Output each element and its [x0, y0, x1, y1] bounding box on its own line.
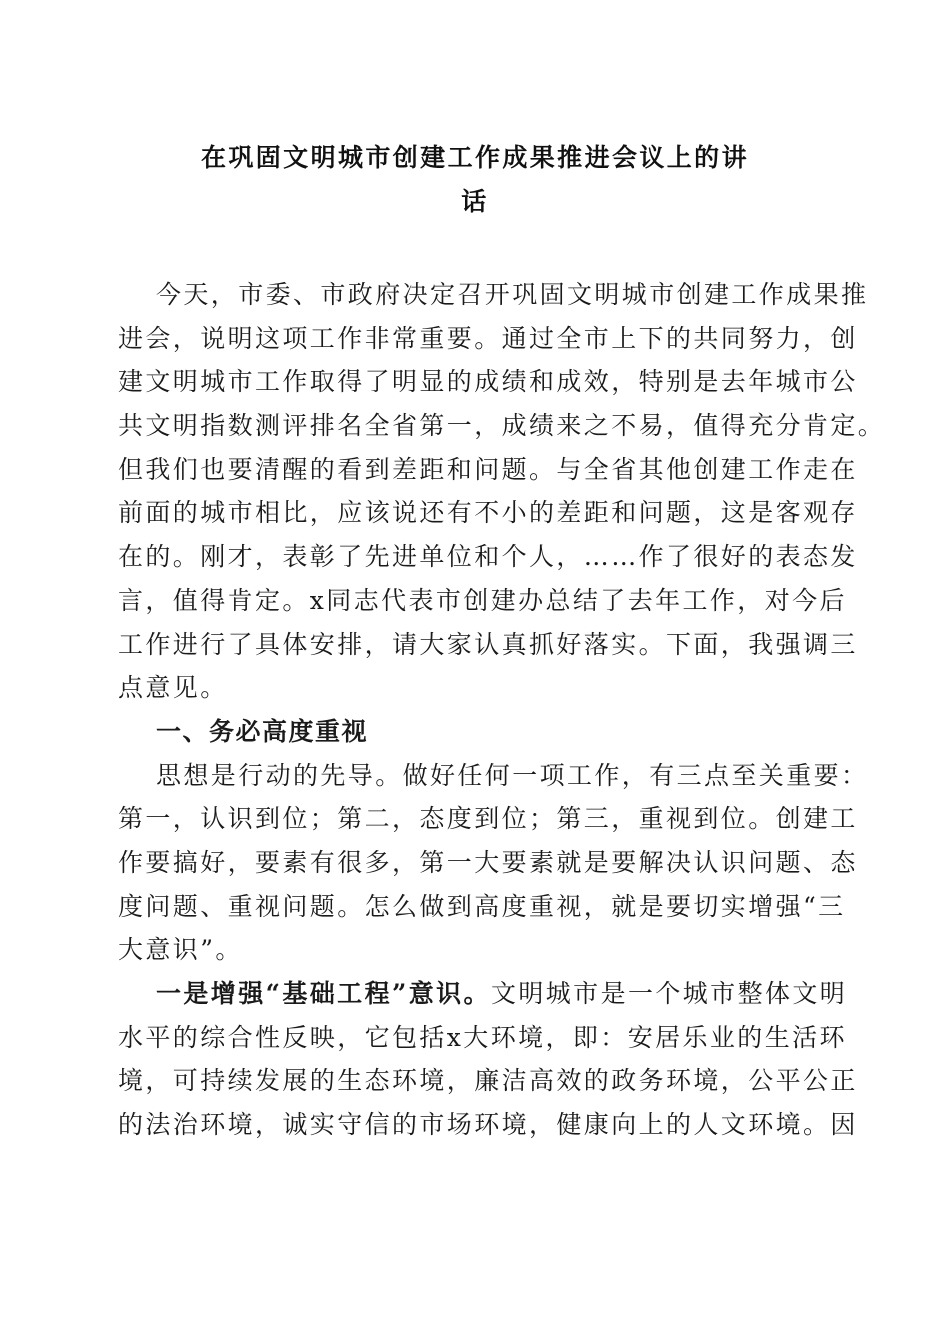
- text-line: 工作进行了具体安排，请大家认真抓好落实。下面，我强调三: [118, 629, 858, 659]
- text-line: 建文明城市工作取得了明显的成绩和成效，特别是去年城市公: [118, 367, 858, 397]
- text-run: 文明城市是一个城市整体文明: [490, 979, 848, 1008]
- text-line: 前面的城市相比，应该说还有不小的差距和问题，这是客观存: [118, 498, 858, 528]
- text-line: 进会，说明这项工作非常重要。通过全市上下的共同努力，创: [118, 323, 858, 353]
- title-line: 话: [461, 186, 489, 216]
- text-line: 的法治环境，诚实守信的市场环境，健康向上的人文环境。因: [118, 1110, 858, 1140]
- paragraph-foundation: [118, 972, 858, 1147]
- text-line: [118, 972, 848, 1016]
- document-title: [110, 136, 840, 223]
- document-body: [118, 273, 886, 1147]
- text-line: 点意见。: [118, 673, 228, 703]
- text-line: 大意识”。: [118, 935, 243, 965]
- text-line: 水平的综合性反映，它包括x大环境，即：安居乐业的生活环: [118, 1022, 847, 1052]
- section-heading: 一、务必高度重视: [156, 716, 369, 746]
- text-line: 在的。刚才，表彰了先进单位和个人，……作了很好的表态发: [118, 542, 858, 572]
- text-line: 境，可持续发展的生态环境，廉洁高效的政务环境，公平公正: [118, 1066, 858, 1096]
- text-line: 今天，市委、市政府决定召开巩固文明城市创建工作成果推: [156, 280, 869, 309]
- text-line: 度问题、重视问题。怎么做到高度重视，就是要切实增强“三: [118, 891, 846, 921]
- text-line: 言，值得肯定。x同志代表市创建办总结了去年工作，对今后: [118, 585, 847, 615]
- text-line: 作要搞好，要素有很多，第一大要素就是要解决认识问题、态: [118, 847, 858, 877]
- text-line: 思想是行动的先导。做好任何一项工作，有三点至关重要：: [156, 760, 869, 790]
- text-line: 但我们也要清醒的看到差距和问题。与全省其他创建工作走在: [118, 454, 858, 484]
- bold-lead-text: 一是增强“基础工程”意识。: [156, 979, 491, 1008]
- text-line: 第一，认识到位；第二，态度到位；第三，重视到位。创建工: [118, 804, 858, 834]
- title-line: 在巩固文明城市创建工作成果推进会议上的讲: [200, 143, 749, 172]
- paragraph-awareness: [118, 754, 869, 972]
- text-line: 共文明指数测评排名全省第一，成绩来之不易，值得充分肯定。: [118, 411, 886, 441]
- paragraph-intro: [118, 273, 886, 710]
